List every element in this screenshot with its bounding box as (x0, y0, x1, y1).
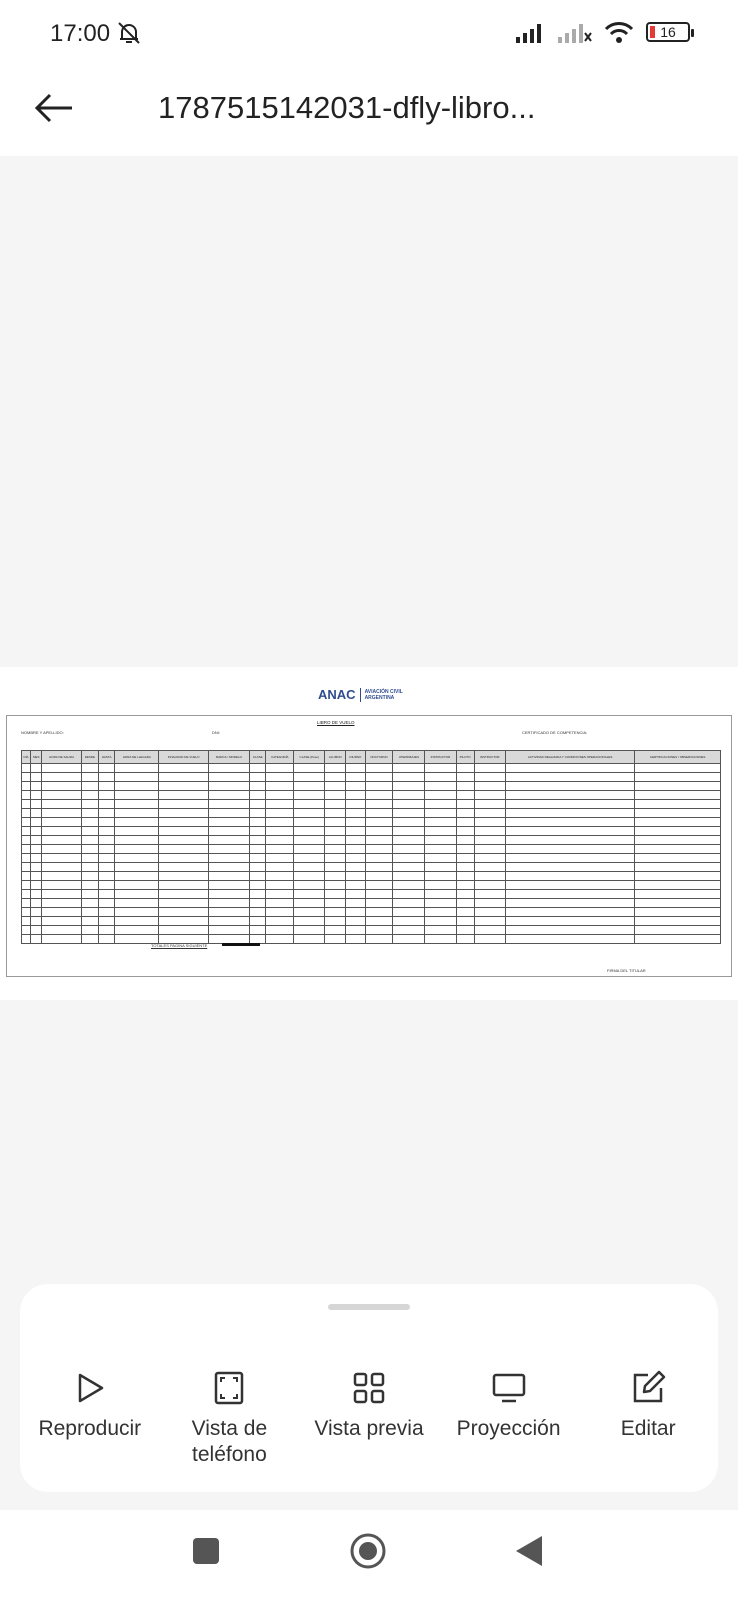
table-row (22, 863, 721, 872)
logbook-header-cell: FINALIDAD DE VUELO (159, 751, 208, 764)
logbook-header-cell: ALUMNO (325, 751, 346, 764)
edit-button[interactable] (578, 1370, 718, 1468)
signal-icon (516, 21, 546, 43)
table-row (22, 926, 721, 935)
logbook-header-cell: CLASE (249, 751, 265, 764)
grid-icon (351, 1370, 387, 1406)
field-cert: CERTIFICADO DE COMPETENCIA: (522, 730, 588, 735)
table-row (22, 809, 721, 818)
edit-icon (630, 1370, 666, 1406)
status-bar (0, 0, 738, 68)
preview-button[interactable] (299, 1370, 439, 1468)
document-title: 1787515142031-dfly-libro... (158, 90, 536, 125)
table-row (22, 935, 721, 944)
monitor-icon (491, 1370, 527, 1406)
logbook-header-cell: DIURNO (346, 751, 365, 764)
logbook-header-cell: MARCA / MODELO (208, 751, 249, 764)
wifi-icon (604, 20, 634, 44)
logbook-header-cell: HASTA (98, 751, 114, 764)
fullscreen-icon (211, 1370, 247, 1406)
field-dni: DNI: (212, 730, 220, 735)
sheet-handle[interactable] (328, 1304, 410, 1310)
table-row (22, 827, 721, 836)
logbook-table (21, 750, 721, 944)
logbook-header-cell: INSTRUCTOR (474, 751, 505, 764)
logbook-header-cell: DESDE (81, 751, 98, 764)
logbook-header-cell: CERTIFICACIONES / OBSERVACIONES (635, 751, 721, 764)
play-icon (72, 1370, 108, 1406)
logbook-header-cell: PILOTO (456, 751, 474, 764)
battery-level: 16 (660, 24, 676, 40)
home-button[interactable] (349, 1532, 387, 1570)
alarm-off-icon (116, 20, 142, 46)
table-row (22, 845, 721, 854)
logbook-header-cell: MES (31, 751, 42, 764)
play-label: Reproducir (38, 1417, 142, 1440)
logbook-sheet (6, 715, 732, 977)
logbook-header-cell: CLASE (Peso) (294, 751, 325, 764)
action-sheet (20, 1284, 718, 1492)
sheet-title: LIBRO DE VUELO (317, 720, 355, 725)
projection-label: Proyección (456, 1417, 561, 1440)
phone-view-button[interactable] (160, 1370, 300, 1468)
table-row (22, 881, 721, 890)
field-name: NOMBRE Y APELLIDO: (21, 730, 64, 735)
table-row (22, 872, 721, 881)
signature-label: FIRMA DEL TITULAR (607, 968, 646, 973)
app-bar (0, 68, 738, 156)
table-row (22, 782, 721, 791)
logbook-header-cell: ACTIVIDAD REALIZADA Y CONDICIONES OPERACIONALES (505, 751, 634, 764)
document-preview[interactable] (0, 667, 738, 1000)
table-row (22, 764, 721, 773)
navigation-bar (0, 1510, 738, 1600)
play-button[interactable] (20, 1370, 160, 1468)
projection-button[interactable] (439, 1370, 579, 1468)
table-row (22, 854, 721, 863)
table-row (22, 890, 721, 899)
totals-label: TOTALES PAGINA SIGUIENTE (151, 943, 208, 948)
table-row (22, 818, 721, 827)
phone-view-label: Vista de teléfono (191, 1417, 268, 1466)
recents-button[interactable] (192, 1537, 220, 1565)
status-time: 17:00 (50, 20, 111, 47)
logbook-header-cell: INSTRUCTOR (425, 751, 456, 764)
back-nav-button[interactable] (514, 1534, 544, 1568)
table-row (22, 791, 721, 800)
preview-label: Vista previa (314, 1417, 424, 1440)
battery-icon (646, 22, 690, 42)
logbook-header-cell: ATERRIZAJES (393, 751, 425, 764)
table-row (22, 800, 721, 809)
table-row (22, 773, 721, 782)
table-row (22, 908, 721, 917)
table-row (22, 836, 721, 845)
logbook-header-cell: CATEGORÍA (266, 751, 294, 764)
arrow-back-icon (34, 93, 74, 123)
logbook-header-cell: NOCTURNO (365, 751, 393, 764)
table-row (22, 917, 721, 926)
edit-label: Editar (620, 1417, 676, 1440)
logbook-header-cell: DÍA (22, 751, 31, 764)
table-row (22, 899, 721, 908)
signal-no-service-icon (558, 21, 592, 43)
back-button[interactable] (30, 84, 78, 132)
anac-logo: ANAC AVIACIÓN CIVIL ARGENTINA (318, 687, 403, 702)
logbook-header-cell: HORA DE LLEGADA (115, 751, 159, 764)
logbook-header-cell: HORA DE SALIDA (42, 751, 81, 764)
